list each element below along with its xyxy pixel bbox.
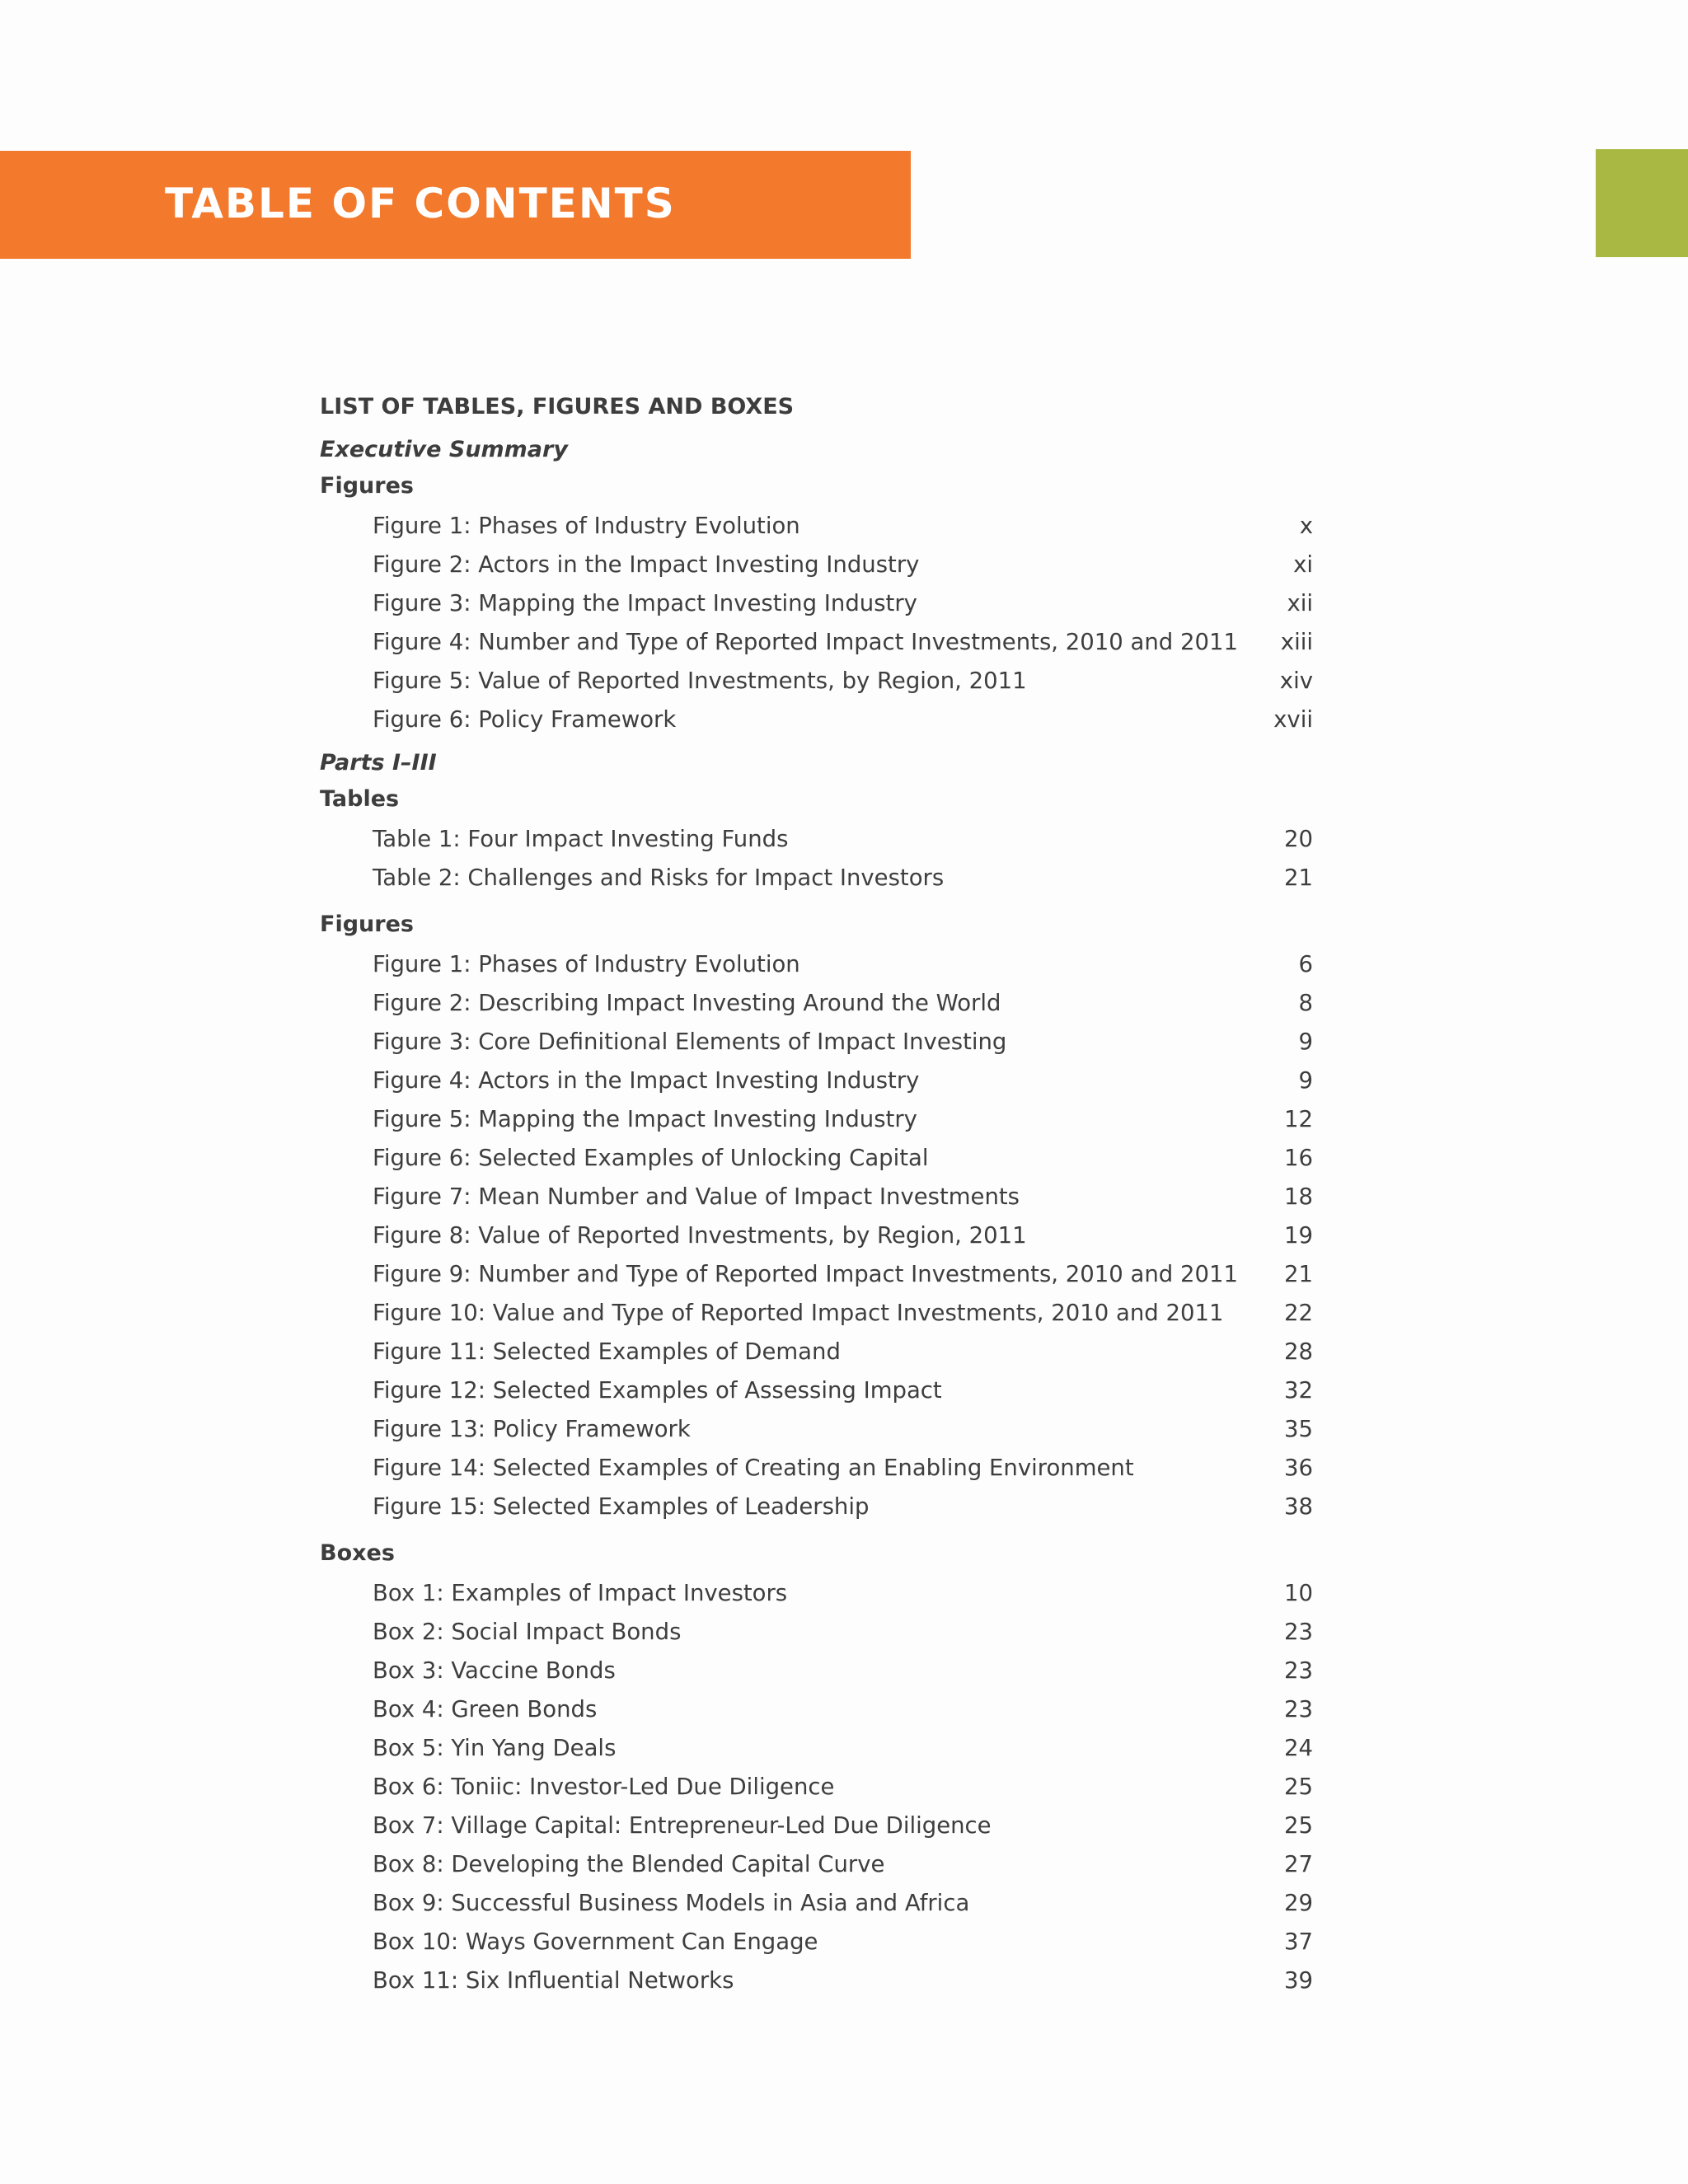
page-title: TABLE OF CONTENTS: [165, 180, 676, 227]
toc-entry[interactable]: [320, 545, 1313, 583]
entry-page-number: 18: [1284, 1183, 1313, 1210]
group-heading: Figures: [320, 912, 414, 937]
entry-page-number: 16: [1284, 1144, 1313, 1171]
toc-sections: [320, 434, 1313, 1999]
entry-label: Box 3: Vaccine Bonds: [373, 1657, 616, 1684]
toc-entry[interactable]: [320, 1138, 1313, 1177]
entry-page-number: 29: [1284, 1889, 1313, 1916]
toc-section: [320, 434, 1313, 738]
entry-label: Box 6: Toniic: Investor-Led Due Diligence: [373, 1773, 835, 1800]
entry-page-number: xvii: [1273, 705, 1313, 733]
entry-page-number: 39: [1284, 1966, 1313, 1994]
toc-entry[interactable]: [320, 583, 1313, 622]
entry-page-number: 24: [1284, 1734, 1313, 1761]
entry-page-number: 10: [1284, 1579, 1313, 1606]
entry-label: Figure 14: Selected Examples of Creating an Enabling Environment: [373, 1454, 1134, 1481]
entry-label: Figure 9: Number and Type of Reported Impact Investments, 2010 and 2011: [373, 1260, 1238, 1287]
toc-entry[interactable]: [320, 1961, 1313, 1999]
toc-entry[interactable]: [320, 1371, 1313, 1409]
toc-entry[interactable]: [320, 1177, 1313, 1216]
entry-label: Figure 12: Selected Examples of Assessing Impact: [373, 1376, 942, 1404]
entry-label: Figure 4: Number and Type of Reported Impact Investments, 2010 and 2011: [373, 628, 1238, 655]
toc-entry[interactable]: [320, 983, 1313, 1022]
entry-page-number: 21: [1284, 864, 1313, 891]
toc-entry[interactable]: [320, 1922, 1313, 1961]
toc-entry[interactable]: [320, 944, 1313, 983]
entry-label: Figure 2: Actors in the Impact Investing Industry: [373, 551, 920, 578]
entry-label: Box 1: Examples of Impact Investors: [373, 1579, 788, 1606]
entry-label: Box 7: Village Capital: Entrepreneur-Led Due Diligence: [373, 1811, 992, 1839]
toc-entry[interactable]: [320, 1883, 1313, 1922]
toc-entry[interactable]: [320, 1844, 1313, 1883]
toc-entry[interactable]: [320, 1767, 1313, 1806]
entry-page-number: 6: [1298, 950, 1313, 977]
toc-entry[interactable]: [320, 1099, 1313, 1138]
entry-label: Figure 6: Policy Framework: [373, 705, 677, 733]
entry-page-number: 23: [1284, 1657, 1313, 1684]
toc-entry[interactable]: [320, 1612, 1313, 1651]
entry-label: Box 8: Developing the Blended Capital Curve: [373, 1850, 885, 1877]
entry-page-number: 8: [1298, 989, 1313, 1016]
toc-entry[interactable]: [320, 1448, 1313, 1487]
entry-page-number: 25: [1284, 1811, 1313, 1839]
entry-label: Figure 1: Phases of Industry Evolution: [373, 950, 800, 977]
entry-label: Box 9: Successful Business Models in Asia and Africa: [373, 1889, 970, 1916]
entry-page-number: 25: [1284, 1773, 1313, 1800]
entry-page-number: 22: [1284, 1299, 1313, 1326]
entry-page-number: 19: [1284, 1221, 1313, 1249]
entry-page-number: 32: [1284, 1376, 1313, 1404]
entry-label: Figure 10: Value and Type of Reported Impact Investments, 2010 and 2011: [373, 1299, 1224, 1326]
entry-label: Figure 11: Selected Examples of Demand: [373, 1338, 841, 1365]
entry-label: Table 2: Challenges and Risks for Impact Investors: [373, 864, 945, 891]
entry-page-number: 37: [1284, 1928, 1313, 1955]
toc-entry[interactable]: [320, 700, 1313, 738]
entry-label: Box 5: Yin Yang Deals: [373, 1734, 617, 1761]
group-heading: Figures: [320, 473, 414, 499]
toc-entry[interactable]: [320, 1022, 1313, 1061]
entry-label: Figure 1: Phases of Industry Evolution: [373, 512, 800, 539]
toc-entry[interactable]: [320, 1573, 1313, 1612]
entry-page-number: 9: [1298, 1028, 1313, 1055]
entry-label: Figure 6: Selected Examples of Unlocking Capital: [373, 1144, 929, 1171]
entry-label: Box 10: Ways Government Can Engage: [373, 1928, 818, 1955]
entry-page-number: 36: [1284, 1454, 1313, 1481]
entry-label: Figure 3: Mapping the Impact Investing Industry: [373, 589, 917, 616]
entry-page-number: xi: [1293, 551, 1313, 578]
entry-label: Figure 8: Value of Reported Investments, by Region, 2011: [373, 1221, 1027, 1249]
toc-entry[interactable]: [320, 1806, 1313, 1844]
toc-entry[interactable]: [320, 622, 1313, 661]
accent-block: [1596, 149, 1688, 257]
group-heading: Tables: [320, 786, 400, 812]
entry-page-number: 28: [1284, 1338, 1313, 1365]
toc-entry[interactable]: [320, 1487, 1313, 1526]
toc-entry[interactable]: [320, 819, 1313, 858]
toc-entry[interactable]: [320, 1061, 1313, 1099]
entry-page-number: xiii: [1280, 628, 1313, 655]
toc-entry[interactable]: [320, 1216, 1313, 1254]
group-heading: Boxes: [320, 1540, 395, 1566]
toc-entry[interactable]: [320, 858, 1313, 897]
entry-label: Figure 5: Value of Reported Investments, by Region, 2011: [373, 667, 1027, 694]
toc-entry[interactable]: [320, 661, 1313, 700]
entry-page-number: xii: [1287, 589, 1313, 616]
toc-entry[interactable]: [320, 506, 1313, 545]
entry-page-number: 23: [1284, 1695, 1313, 1722]
toc-entry[interactable]: [320, 1409, 1313, 1448]
entry-label: Figure 13: Policy Framework: [373, 1415, 691, 1442]
entry-page-number: 23: [1284, 1618, 1313, 1645]
entry-page-number: 12: [1284, 1105, 1313, 1132]
toc-entry[interactable]: [320, 1332, 1313, 1371]
entry-page-number: 21: [1284, 1260, 1313, 1287]
entry-page-number: xiv: [1279, 667, 1313, 694]
entry-label: Figure 15: Selected Examples of Leadership: [373, 1493, 870, 1520]
toc-entry[interactable]: [320, 1728, 1313, 1767]
toc-entry[interactable]: [320, 1651, 1313, 1690]
section-heading: Parts I–III: [320, 750, 437, 776]
entry-label: Figure 4: Actors in the Impact Investing Industry: [373, 1066, 920, 1094]
toc-entry[interactable]: [320, 1690, 1313, 1728]
entry-page-number: 27: [1284, 1850, 1313, 1877]
entry-page-number: 9: [1298, 1066, 1313, 1094]
entry-label: Figure 7: Mean Number and Value of Impact Investments: [373, 1183, 1020, 1210]
entry-label: Figure 2: Describing Impact Investing Around the World: [373, 989, 1001, 1016]
section-heading: Executive Summary: [320, 437, 568, 462]
table-of-contents: [320, 391, 1313, 1999]
toc-entry[interactable]: [320, 1293, 1313, 1332]
entry-label: Box 4: Green Bonds: [373, 1695, 598, 1722]
entry-page-number: x: [1299, 512, 1313, 539]
entry-label: Figure 3: Core Definitional Elements of Impact Investing: [373, 1028, 1007, 1055]
entry-label: Table 1: Four Impact Investing Funds: [373, 825, 789, 852]
toc-section: [320, 747, 1313, 1999]
list-heading: LIST OF TABLES, FIGURES AND BOXES: [320, 394, 795, 419]
entry-page-number: 35: [1284, 1415, 1313, 1442]
entry-page-number: 20: [1284, 825, 1313, 852]
entry-label: Box 2: Social Impact Bonds: [373, 1618, 682, 1645]
entry-label: Figure 5: Mapping the Impact Investing Industry: [373, 1105, 917, 1132]
entry-label: Box 11: Six Influential Networks: [373, 1966, 734, 1994]
entry-page-number: 38: [1284, 1493, 1313, 1520]
toc-entry[interactable]: [320, 1254, 1313, 1293]
